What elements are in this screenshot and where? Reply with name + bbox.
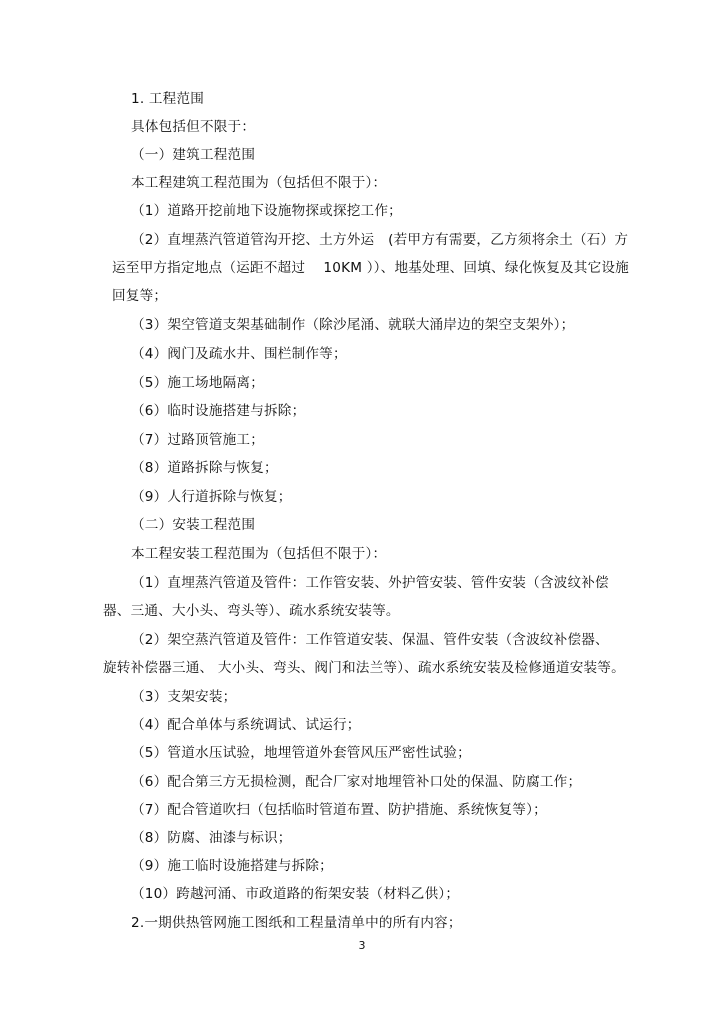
paragraph-line: 本工程安装工程范围为（包括但不限于）： (131, 546, 387, 562)
list-item: （6）临时设施搭建与拆除； (131, 403, 306, 419)
subsection-heading-building: （一）建筑工程范围 (131, 147, 256, 163)
list-item: （8）防腐、油漆与标识； (131, 830, 292, 846)
list-item: （2）架空蒸汽管道及管件：工作管道安装、保温、管件安装（含波纹补偿器、 (131, 632, 609, 648)
list-item: （10）跨越河涌、市政道路的衔架安装（材料乙供）； (131, 886, 460, 902)
page-number: 3 (358, 939, 366, 952)
subsection-heading-installation: （二）安装工程范围 (131, 517, 256, 533)
list-item: （3）支架安装； (131, 689, 237, 705)
list-item: （5）管道水压试验，地埋管道外套管风压严密性试验； (131, 745, 471, 761)
list-item: （8）道路拆除与恢复； (131, 460, 278, 476)
list-item: （2）直埋蒸汽管道管沟开挖、土方外运 (若甲方有需要，乙方须将余土（石）方 (131, 232, 629, 248)
list-item: （1）道路开挖前地下设施物探或探挖工作； (131, 203, 402, 219)
list-item: （4）阀门及疏水井、围栏制作等； (131, 346, 347, 362)
section-heading-scope: 1. 工程范围 (131, 91, 205, 107)
list-item: （1）直埋蒸汽管道及管件：工作管安装、外护管安装、管件安装（含波纹补偿 (131, 575, 609, 591)
list-item: （6）配合第三方无损检测，配合厂家对地埋管补口处的保温、防腐工作； (131, 774, 582, 790)
list-item-continuation: 运至甲方指定地点（运距不超过 10KM ））、地基处理、回填、绿化恢复及其它设施 (112, 260, 629, 276)
list-item-continuation: 回复等； (112, 288, 168, 304)
list-item: （9）施工临时设施搭建与拆除； (131, 858, 333, 874)
list-item: （7）配合管道吹扫（包括临时管道布置、防护措施、系统恢复等）； (131, 802, 547, 818)
paragraph-line: 具体包括但不限于： (131, 119, 256, 135)
list-item-continuation: 器、三通、大小头、弯头等）、疏水系统安装等。 (103, 603, 400, 619)
paragraph-line: 本工程建筑工程范围为（包括但不限于）： (131, 175, 387, 191)
list-item-continuation: 旋转补偿器三通、 大小头、弯头、阀门和法兰等）、疏水系统安装及检修通道安装等。 (103, 660, 625, 676)
list-item: （9）人行道拆除与恢复； (131, 489, 292, 505)
list-item: （4）配合单体与系统调试、试运行； (131, 717, 361, 733)
list-item: （3）架空管道支架基础制作（除沙尾涌、就联大涌岸边的架空支架外）； (131, 317, 575, 333)
list-item: （7）过路顶管施工； (131, 432, 264, 448)
numbered-paragraph: 2.一期供热管网施工图纸和工程量清单中的所有内容； (131, 915, 462, 931)
list-item: （5）施工场地隔离； (131, 375, 264, 391)
